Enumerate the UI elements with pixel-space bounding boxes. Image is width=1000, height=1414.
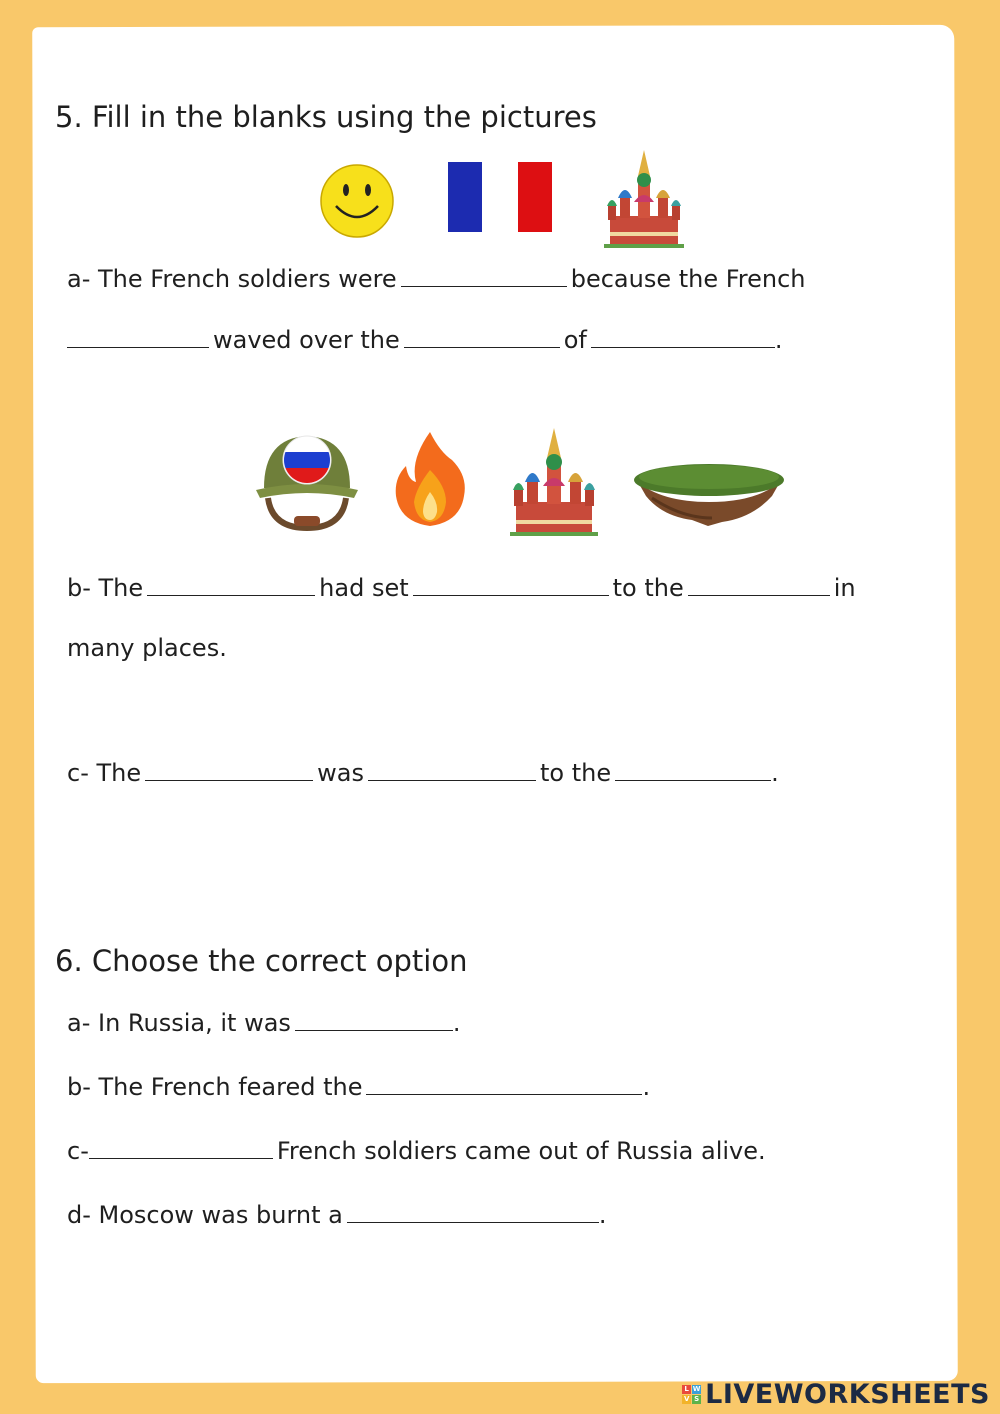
smiley-face-icon — [318, 162, 396, 240]
q6b-text-start: b- The French feared the — [67, 1073, 363, 1101]
q5a-blank-1[interactable] — [401, 264, 567, 287]
q5a-text-start: a- The French soldiers were — [67, 265, 397, 293]
liveworksheets-brand[interactable] — [682, 1379, 990, 1410]
q5a-blank-2[interactable] — [67, 325, 209, 348]
logo-letter: W — [692, 1385, 701, 1393]
question-6b-line — [67, 1072, 650, 1101]
q6a-text-end: . — [452, 1009, 461, 1037]
q5a-blank-3[interactable] — [404, 325, 560, 348]
q6c-text-end: French soldiers came out of Russia alive. — [276, 1137, 766, 1165]
land-icon — [632, 462, 786, 528]
q6d-blank[interactable] — [347, 1200, 599, 1223]
q6c-text-start: c- — [67, 1137, 89, 1165]
q5a-text-of: of — [563, 326, 587, 354]
logo-letter: S — [694, 1395, 700, 1403]
question-5c-line — [67, 758, 779, 787]
q5a-blank-4[interactable] — [591, 325, 775, 348]
question-5b-line-2: many places. — [67, 634, 227, 662]
q5b-text-mid1: had set — [319, 574, 409, 602]
q5b-blank-1[interactable] — [147, 573, 315, 596]
brand-name: LIVEWORKSHEETS — [705, 1379, 990, 1410]
q6d-text-end: . — [598, 1201, 607, 1229]
q5c-text-end: . — [771, 759, 779, 787]
liveworksheets-logo-icon — [682, 1385, 701, 1404]
logo-letter: L — [682, 1385, 691, 1394]
french-flag-icon — [446, 162, 554, 232]
question-5a-line-2 — [67, 325, 782, 354]
q6a-text-start: a- In Russia, it was — [67, 1009, 291, 1037]
kremlin-cathedral-icon — [510, 426, 598, 536]
q5a-text-end-period: . — [774, 326, 783, 354]
question-5b-line-1 — [67, 573, 856, 602]
fire-icon — [390, 430, 470, 528]
question-6c-line — [67, 1136, 766, 1165]
q5b-text-mid2: to the — [612, 574, 684, 602]
q6b-blank[interactable] — [366, 1072, 642, 1095]
q5c-text-mid1: was — [317, 759, 364, 787]
question-6d-line — [67, 1200, 607, 1229]
q5b-blank-3[interactable] — [688, 573, 830, 596]
q5b-text-end: in — [833, 574, 856, 602]
q5c-text-start: c- The — [67, 759, 142, 787]
question-6a-line — [67, 1008, 461, 1037]
section-6-title: 6. Choose the correct option — [55, 944, 468, 978]
q6a-blank[interactable] — [295, 1008, 453, 1031]
q6c-blank[interactable] — [89, 1136, 273, 1159]
kremlin-cathedral-icon — [604, 146, 684, 248]
q5b-blank-2[interactable] — [413, 573, 609, 596]
q5c-blank-1[interactable] — [145, 758, 313, 781]
q5a-text-mid: waved over the — [213, 326, 400, 354]
q5a-text-end: because the French — [570, 265, 806, 293]
q6b-text-end: . — [642, 1073, 651, 1101]
q6d-text-start: d- Moscow was burnt a — [67, 1201, 343, 1229]
logo-letter: V — [683, 1395, 690, 1403]
q5c-text-mid2: to the — [539, 759, 612, 787]
q5c-blank-2[interactable] — [368, 758, 536, 781]
q5b-text-start: b- The — [67, 574, 144, 602]
q5c-blank-3[interactable] — [615, 758, 771, 781]
question-5a-line-1 — [67, 264, 806, 293]
section-5-title: 5. Fill in the blanks using the pictures — [55, 100, 597, 134]
russian-soldier-helmet-icon — [254, 428, 360, 532]
